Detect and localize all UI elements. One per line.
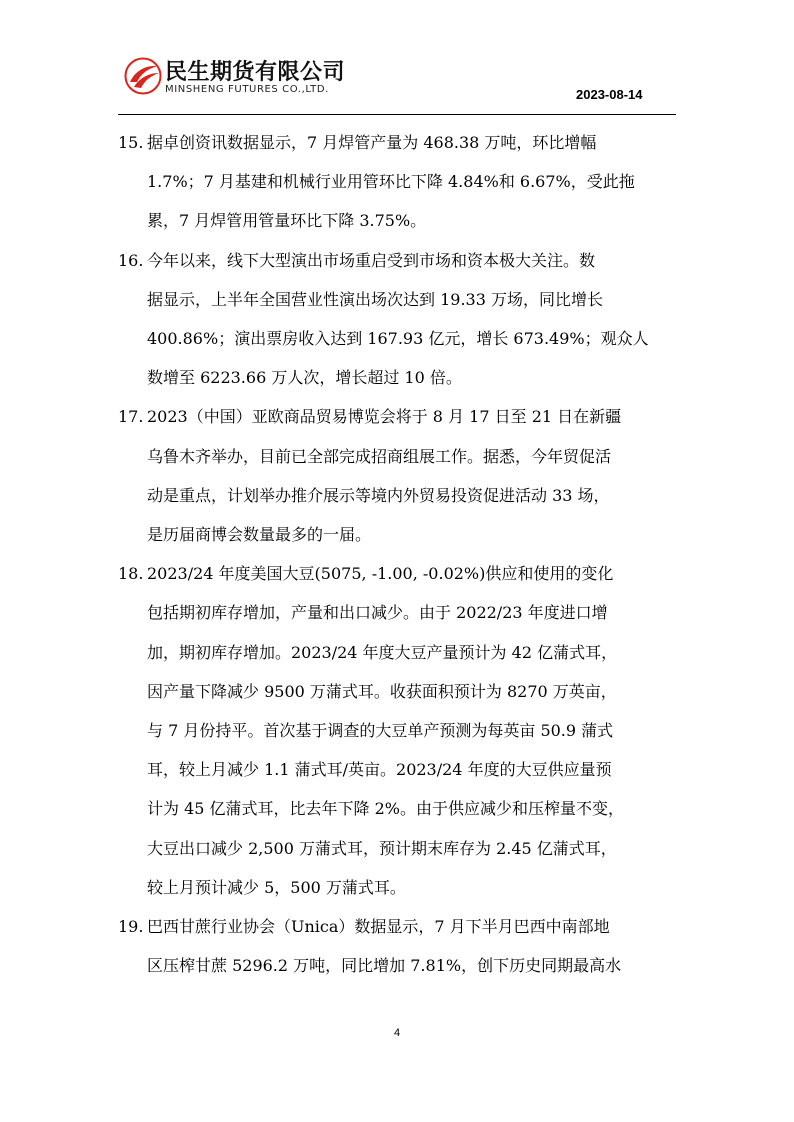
news-list	[118, 123, 678, 985]
news-item-18	[118, 554, 678, 907]
company-logo	[124, 55, 364, 101]
news-item-number: 16.	[118, 250, 144, 270]
report-date: 2023-08-14	[576, 87, 643, 102]
news-item-text: 巴西甘蔗行业协会（Unica）数据显示，7 月下半月巴西中南部地 区压榨甘蔗 5296.2 万吨，同比增加 7.81%，创下历史同期最高水	[147, 917, 622, 976]
news-item-text: 2023（中国）亚欧商品贸易博览会将于 8 月 17 日至 21 日在新疆 乌鲁木齐举办，目前已全部完成招商组展工作。据悉，今年贸促活 动是重点，计划举办推介展示等境内外贸易投资促进活动 33 场， 是历届商博会数量最多的一届。	[147, 407, 622, 545]
news-item-19	[118, 907, 678, 985]
news-item-number: 15.	[118, 133, 144, 152]
header-divider	[118, 114, 676, 115]
minsheng-logo-icon	[124, 57, 162, 95]
page-number: 4	[393, 1027, 401, 1039]
company-name-en: MINSHENG FUTURES CO.,LTD.	[165, 84, 329, 95]
news-item-15	[118, 123, 678, 241]
news-item-text: 据卓创资讯数据显示，7 月焊管产量为 468.38 万吨，环比增幅 1.7%；7 月基建和机械行业用管环比下降 4.84%和 6.67%，受此拖 累，7 月焊管用管量环比下降 3.75%。	[147, 133, 635, 231]
news-item-text: 今年以来，线下大型演出市场重启受到市场和资本极大关注。数 据显示，上半年全国营业性演出场次达到 19.33 万场，同比增长 400.86%；演出票房收入达到 167.93 亿元，增长 673.49%；观众人 数增至 6223.66 万人次，增长超过 10 倍。	[147, 250, 649, 388]
page-header	[0, 0, 794, 120]
news-item-17	[118, 397, 678, 554]
news-item-text: 2023/24 年度美国大豆(5075, -1.00, -0.02%)供应和使用的变化 包括期初库存增加，产量和出口减少。由于 2022/23 年度进口增 加，期初库存增加。2023/24 年度大豆产量预计为 42 亿蒲式耳， 因产量下降减少 9500 万蒲式耳。收获面积预计为 8270 万英亩， 与 7 月份持平。首次基于调查的大豆单产预测为每英亩 50.9 蒲式 耳，较上月减少 1.1 蒲式耳/英亩。2023/24 年度的大豆供应量预 计为 45 亿蒲式耳，比去年下降 2%。由于供应减少和压榨量不变， 大豆出口减少 2,500 万蒲式耳，预计期末库存为 2.45 亿蒲式耳， 较上月预计减少 5，500 万蒲式耳。	[147, 564, 625, 897]
company-name-cn: 民生期货有限公司	[165, 60, 346, 85]
news-item-16	[118, 241, 678, 398]
news-item-number: 19.	[118, 917, 144, 937]
news-item-number: 17.	[118, 407, 144, 427]
news-item-number: 18.	[118, 564, 144, 584]
